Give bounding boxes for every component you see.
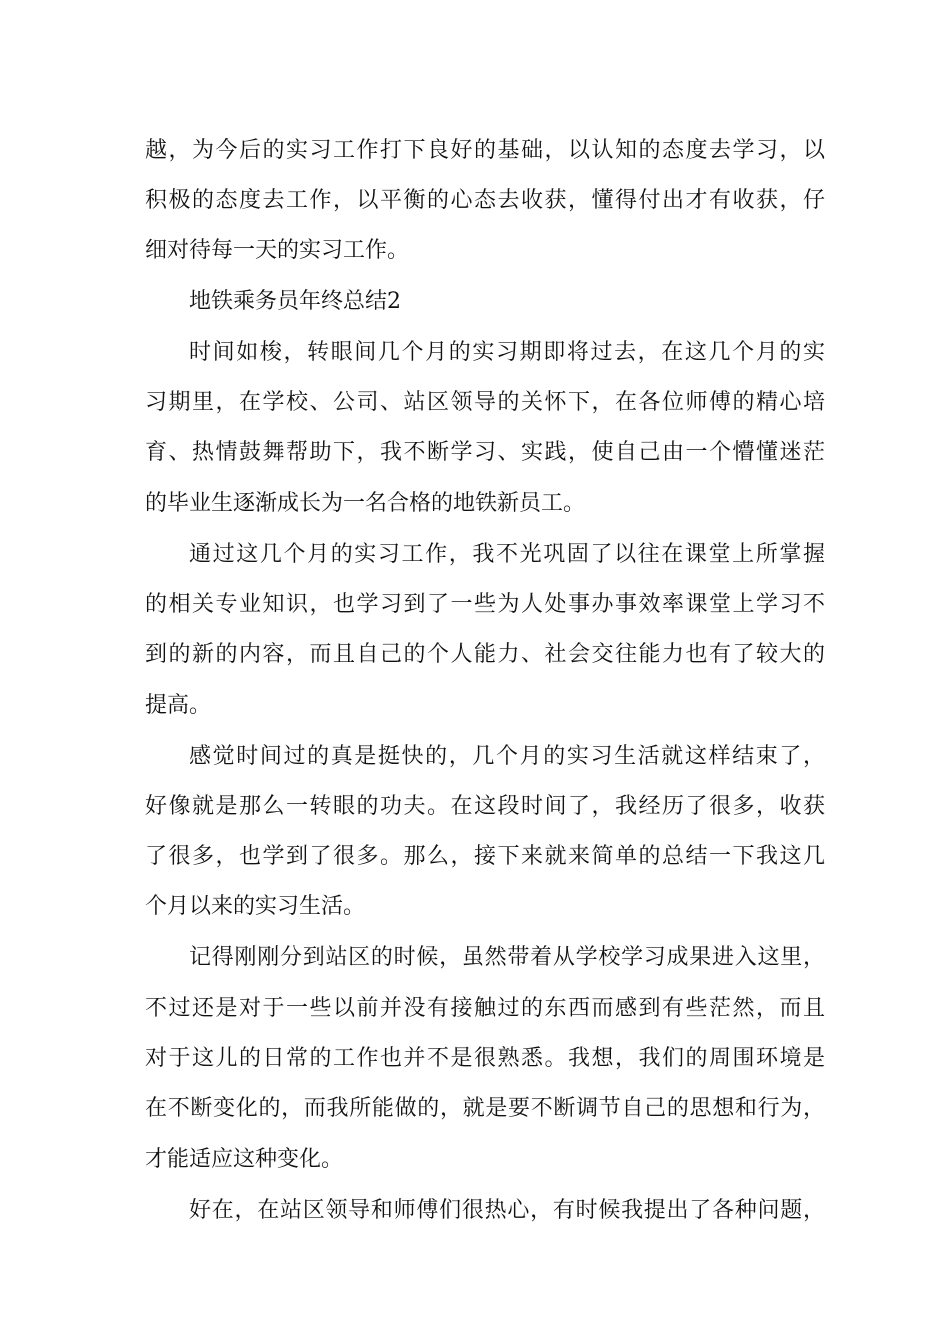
paragraph-line: 才能适应这种变化。 xyxy=(145,1147,344,1172)
paragraph-line: 的毕业生逐渐成长为一名合格的地铁新员工。 xyxy=(145,491,586,516)
paragraph-line: 通过这几个月的实习工作，我不光巩固了以往在课堂上所掌握 xyxy=(189,542,825,567)
paragraph-line: 了很多，也学到了很多。那么，接下来就来简单的总结一下我这几 xyxy=(145,844,825,869)
paragraph-line: 感觉时间过的真是挺快的，几个月的实习生活就这样结束了， xyxy=(189,744,825,769)
paragraph-line: 到的新的内容，而且自己的个人能力、社会交往能力也有了较大的 xyxy=(145,642,825,667)
paragraph-line: 越，为今后的实习工作打下良好的基础，以认知的态度去学习，以 xyxy=(145,138,825,163)
paragraph-line: 在不断变化的，而我所能做的，就是要不断调节自己的思想和行为， xyxy=(145,1096,825,1121)
paragraph-line: 细对待每一天的实习工作。 xyxy=(145,238,410,263)
paragraph-line: 育、热情鼓舞帮助下，我不断学习、实践，使自己由一个懵懂迷茫 xyxy=(145,440,825,465)
paragraph-line: 提高。 xyxy=(145,693,212,718)
paragraph-line: 时间如梭，转眼间几个月的实习期即将过去，在这几个月的实 xyxy=(189,340,825,365)
paragraph-line: 的相关专业知识，也学习到了一些为人处事办事效率课堂上学习不 xyxy=(145,592,825,617)
paragraph-line: 好像就是那么一转眼的功夫。在这段时间了，我经历了很多，收获 xyxy=(145,794,825,819)
paragraph-line: 积极的态度去工作，以平衡的心态去收获，懂得付出才有收获，仔 xyxy=(145,188,825,213)
paragraph-line: 记得刚刚分到站区的时候，虽然带着从学校学习成果进入这里， xyxy=(189,945,825,970)
paragraph-line: 不过还是对于一些以前并没有接触过的东西而感到有些茫然，而且 xyxy=(145,996,825,1021)
paragraph-line: 好在，在站区领导和师傅们很热心，有时候我提出了各种问题， xyxy=(189,1198,825,1223)
paragraph-line: 对于这儿的日常的工作也并不是很熟悉。我想，我们的周围环境是 xyxy=(145,1046,825,1071)
paragraph-line: 习期里，在学校、公司、站区领导的关怀下，在各位师傅的精心培 xyxy=(145,390,825,415)
section-heading: 地铁乘务员年终总结2 xyxy=(189,289,401,314)
paragraph-line: 个月以来的实习生活。 xyxy=(145,894,366,919)
